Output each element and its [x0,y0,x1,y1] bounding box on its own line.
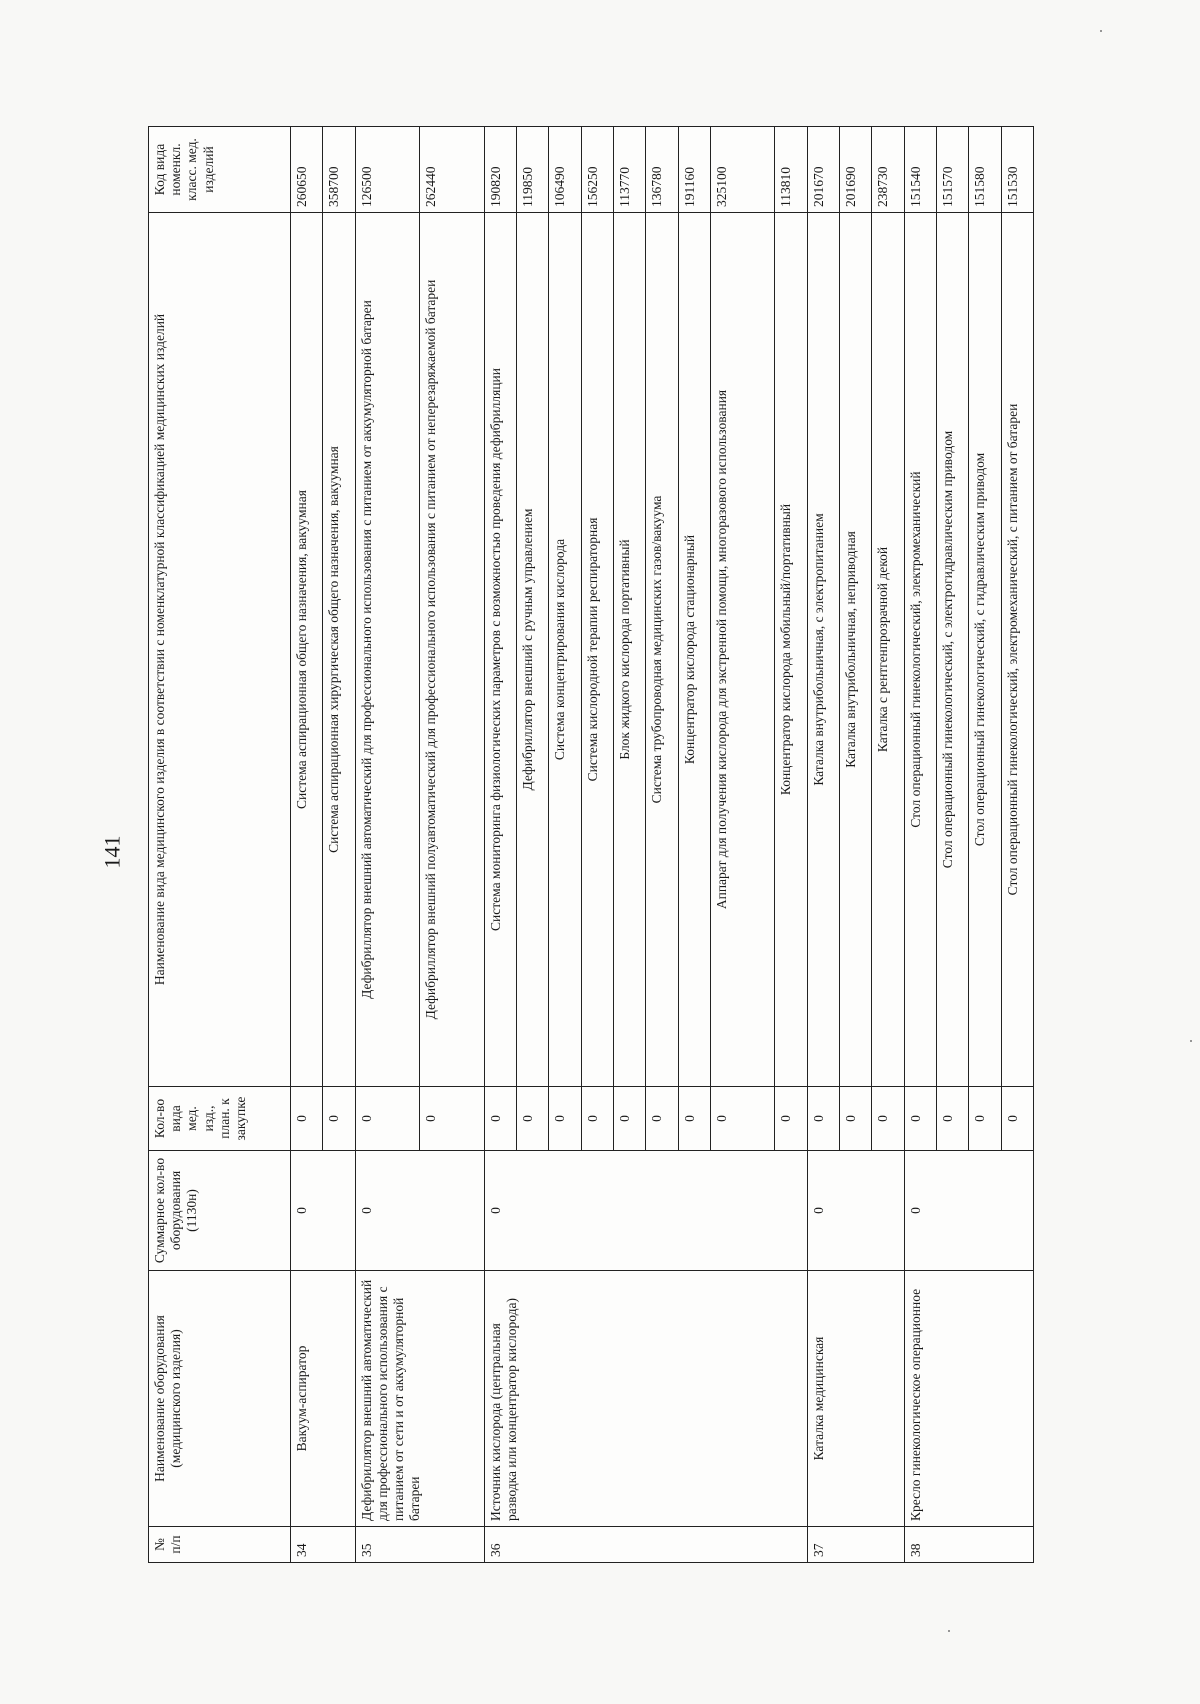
equipment-total: 0 [291,1151,356,1271]
equipment-name: Источник кислорода (центральная разводка или концентратор кислорода) [484,1271,807,1527]
equipment-total: 0 [484,1151,807,1271]
item-name: Система аспирационная общего назначения, вакуумная [291,213,323,1087]
equipment-name: Вакуум-аспиратор [291,1271,356,1527]
item-qty: 0 [840,1087,872,1151]
equipment-name: Кресло гинекологическое операционное [904,1271,1033,1527]
item-qty: 0 [775,1087,807,1151]
group-number: 37 [807,1527,904,1563]
item-code: 136780 [646,127,678,213]
equipment-name: Каталка медицинская [807,1271,904,1527]
item-code: 126500 [355,127,420,213]
table-row [291,127,323,1563]
header-num: № п/п [149,1527,291,1563]
header-code: Код вида номенкл. класс. мед. изделий [149,127,291,213]
scan-speck [1100,30,1102,32]
item-name: Аппарат для получения кислорода для экстренной помощи, многоразового использования [710,213,775,1087]
item-code: 201690 [840,127,872,213]
item-code: 325100 [710,127,775,213]
header-equipment: Наименование оборудования (медицинского изделия) [149,1271,291,1527]
item-name: Система кислородной терапии респираторная [581,213,613,1087]
item-name: Дефибриллятор внешний автоматический для профессионального использования с питанием от аккумуляторной батареи [355,213,420,1087]
item-qty: 0 [678,1087,710,1151]
header-total: Суммарное кол-во оборудования (1130н) [149,1151,291,1271]
item-qty: 0 [581,1087,613,1151]
item-code: 238730 [872,127,904,213]
item-code: 151570 [936,127,968,213]
item-code: 358700 [323,127,355,213]
item-qty: 0 [291,1087,323,1151]
equipment-total: 0 [807,1151,904,1271]
scan-speck [1190,1040,1192,1042]
item-qty: 0 [355,1087,420,1151]
item-name: Стол операционный гинекологический, электромеханический [904,213,936,1087]
item-qty: 0 [613,1087,645,1151]
item-name: Система мониторинга физиологических параметров с возможностью проведения дефибрилляции [484,213,516,1087]
item-qty: 0 [936,1087,968,1151]
group-number: 38 [904,1527,1033,1563]
item-code: 151530 [1001,127,1033,213]
item-qty: 0 [420,1087,485,1151]
item-name: Система трубопроводная медицинских газов/вакуума [646,213,678,1087]
item-code: 106490 [549,127,581,213]
group-number: 35 [355,1527,484,1563]
item-qty: 0 [807,1087,839,1151]
equipment-name: Дефибриллятор внешний автоматический для профессионального использования с питанием от сети и от аккумуляторной батареи [355,1271,484,1527]
group-number: 36 [484,1527,807,1563]
item-qty: 0 [710,1087,775,1151]
table-row [807,127,839,1563]
item-qty: 0 [904,1087,936,1151]
item-name: Система концентрирования кислорода [549,213,581,1087]
table-row [355,127,420,1563]
item-code: 201670 [807,127,839,213]
item-name: Дефибриллятор внешний полуавтоматический для профессионального использования с питанием от неперезаряжаемой батареи [420,213,485,1087]
item-code: 190820 [484,127,516,213]
item-name: Дефибриллятор внешний с ручным управлением [517,213,549,1087]
item-name: Стол операционный гинекологический, с электрогидравлическим приводом [936,213,968,1087]
item-name: Система аспирационная хирургическая общего назначения, вакуумная [323,213,355,1087]
header-qty: Кол-во вида мед. изд., план. к закупке [149,1087,291,1151]
item-name: Концентратор кислорода мобильный/портативный [775,213,807,1087]
group-number: 34 [291,1527,356,1563]
document-table-wrapper [148,127,1034,1563]
item-code: 119850 [517,127,549,213]
item-code: 260650 [291,127,323,213]
item-name: Концентратор кислорода стационарный [678,213,710,1087]
item-qty: 0 [872,1087,904,1151]
header-item-name: Наименование вида медицинского изделия в соответствии с номенклатурной классификацией медицинских изделий [149,213,291,1087]
item-qty: 0 [517,1087,549,1151]
page-number [92,830,132,874]
item-qty: 0 [484,1087,516,1151]
scan-speck [948,1630,950,1632]
item-name: Стол операционный гинекологический, электромеханический, с питанием от батареи [1001,213,1033,1087]
item-qty: 0 [549,1087,581,1151]
item-code: 151580 [969,127,1001,213]
table-row [484,127,516,1563]
item-name: Стол операционный гинекологический, с гидравлическим приводом [969,213,1001,1087]
equipment-table [148,126,1034,1563]
item-qty: 0 [323,1087,355,1151]
item-name: Каталка внутрибольничная, неприводная [840,213,872,1087]
item-code: 156250 [581,127,613,213]
item-code: 113770 [613,127,645,213]
item-qty: 0 [1001,1087,1033,1151]
item-name: Блок жидкого кислорода портативный [613,213,645,1087]
item-qty: 0 [969,1087,1001,1151]
item-name: Каталка с рентгенпрозрачной декой [872,213,904,1087]
equipment-total: 0 [904,1151,1033,1271]
item-code: 191160 [678,127,710,213]
header-row [149,127,291,1563]
table-row [904,127,936,1563]
item-code: 151540 [904,127,936,213]
item-code: 113810 [775,127,807,213]
item-name: Каталка внутрибольничная, с электропитанием [807,213,839,1087]
equipment-total: 0 [355,1151,484,1271]
item-code: 262440 [420,127,485,213]
page-number-text: 141 [99,835,124,869]
item-qty: 0 [646,1087,678,1151]
